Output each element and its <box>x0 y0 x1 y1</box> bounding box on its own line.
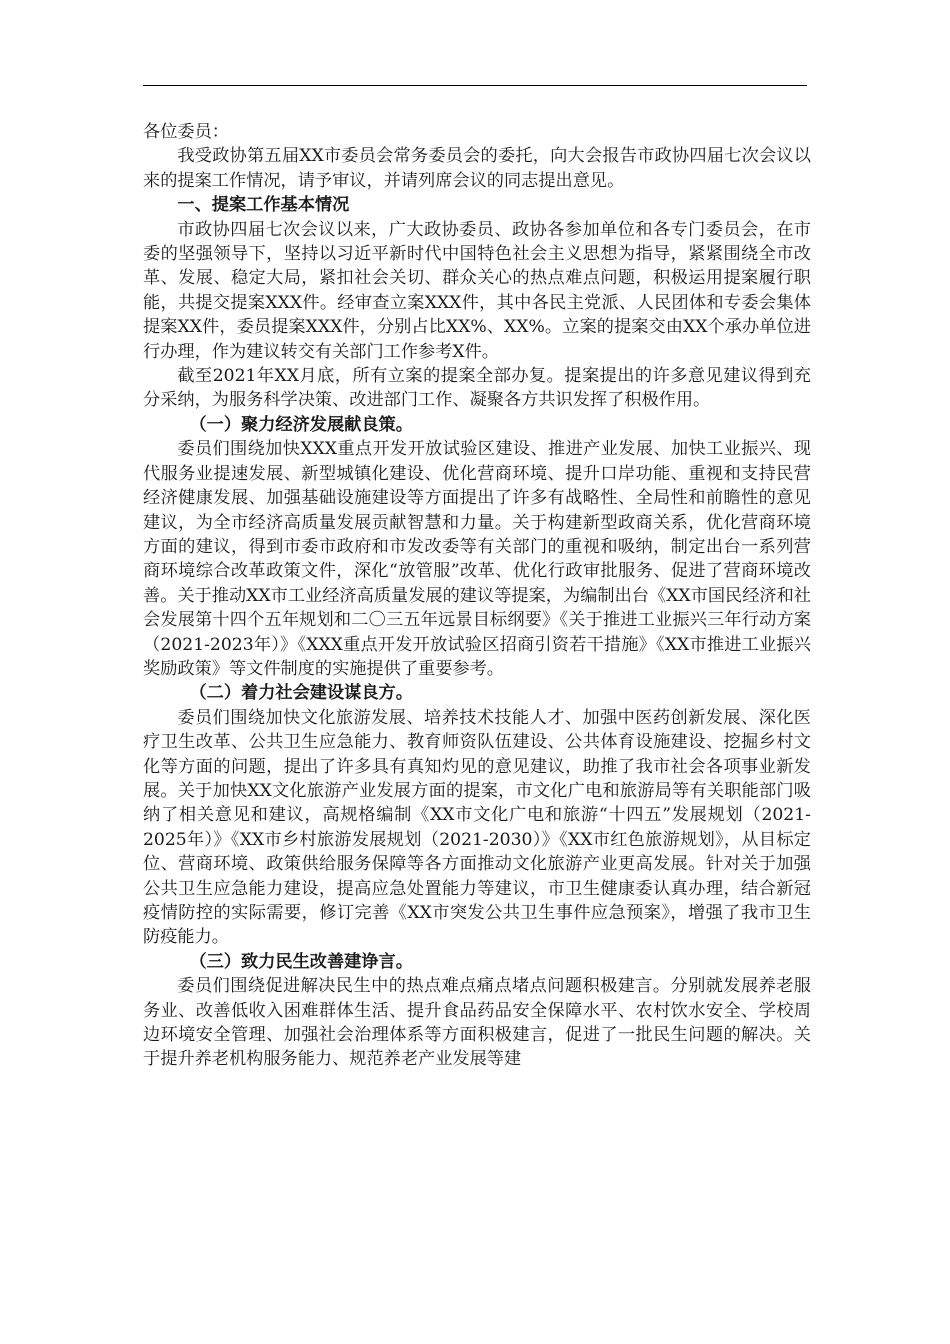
document-body <box>143 120 811 1072</box>
section1-paragraph-1: 市政协四届七次会议以来，广大政协委员、政协各参加单位和各专门委员会，在市委的坚强领导下，坚持以习近平新时代中国特色社会主义思想为指导，紧紧围绕全市改革、发展、稳定大局，紧扣社会关切、群众关心的热点难点问题，积极运用提案履行职能，共提交提案XXX件。经审查立案XXX件，其中各民主党派、人民团体和专委会集体提案XX件，委员提案XXX件，分别占比XX%、XX%。立案的提案交由XX个承办单位进行办理，作为建议转交有关部门工作参考X件。 <box>143 219 811 362</box>
subsection-heading-3: （三）致力民生改善建诤言。 <box>189 951 413 972</box>
subsection-heading-1: （一）聚力经济发展献良策。 <box>189 414 413 435</box>
subsection3-paragraph: 委员们围绕促进解决民生中的热点难点痛点堵点问题积极建言。分别就发展养老服务业、改善低收入困难群体生活、提升食品药品安全保障水平、农村饮水安全、学校周边环境安全管理、加强社会治理体系等方面积极建言，促进了一批民生问题的解决。关于提升养老机构服务能力、规范养老产业发展等建 <box>143 976 811 1070</box>
section1-paragraph-2: 截至2021年XX月底，所有立案的提案全部办复。提案提出的许多意见建议得到充分采纳，为服务科学决策、改进部门工作、凝聚各方共识发挥了积极作用。 <box>143 366 811 411</box>
subsection1-paragraph: 委员们围绕加快XXX重点开发开放试验区建设、推进产业发展、加快工业振兴、现代服务业提速发展、新型城镇化建设、优化营商环境、提升口岸功能、重视和支持民营经济健康发展、加强基础设施建设等方面提出了许多有战略性、全局性和前瞻性的意见建议，为全市经济高质量发展贡献智慧和力量。关于构建新型政商关系，优化营商环境方面的建议，得到市委市政府和市发改委等有关部门的重视和吸纳，制定出台一系列营商环境综合改革政策文件，深化“放管服”改革、优化行政审批服务、促进了营商环境改善。关于推动XX市工业经济高质量发展的建议等提案，为编制出台《XX市国民经济和社会发展第十四个五年规划和二〇三五年远景目标纲要》《关于推进工业振兴三年行动方案（2021-2023年）》《XXX重点开发开放试验区招商引资若干措施》《XX市推进工业振兴奖励政策》等文件制度的实施提供了重要参考。 <box>143 439 811 679</box>
subsection-heading-2: （二）着力社会建设谋良方。 <box>189 683 413 704</box>
intro-paragraph: 我受政协第五届XX市委员会常务委员会的委托，向大会报告市政协四届七次会议以来的提案工作情况，请予审议，并请列席会议的同志提出意见。 <box>143 146 811 191</box>
subsection2-paragraph: 委员们围绕加快文化旅游发展、培养技术技能人才、加强中医药创新发展、深化医疗卫生改革、公共卫生应急能力、教育师资队伍建设、公共体育设施建设、挖掘乡村文化等方面的问题，提出了许多具有真知灼见的意见建议，助推了我市社会各项事业新发展。关于加快XX文化旅游产业发展方面的提案，市文化广电和旅游局等有关职能部门吸纳了相关意见和建议，高规格编制《XX市文化广电和旅游“十四五”发展规划（2021-2025年）》《XX市乡村旅游发展规划（2021-2030）》《XX市红色旅游规划》，从目标定位、营商环境、政策供给服务保障等各方面推动文化旅游产业更高发展。针对关于加强公共卫生应急能力建设，提高应急处置能力等建议，市卫生健康委认真办理，结合新冠疫情防控的实际需要，修订完善《XX市突发公共卫生事件应急预案》，增强了我市卫生防疫能力。 <box>143 707 811 948</box>
section-heading-1: 一、提案工作基本情况 <box>177 195 350 216</box>
header-rule <box>143 85 807 86</box>
salutation: 各位委员： <box>143 122 229 142</box>
